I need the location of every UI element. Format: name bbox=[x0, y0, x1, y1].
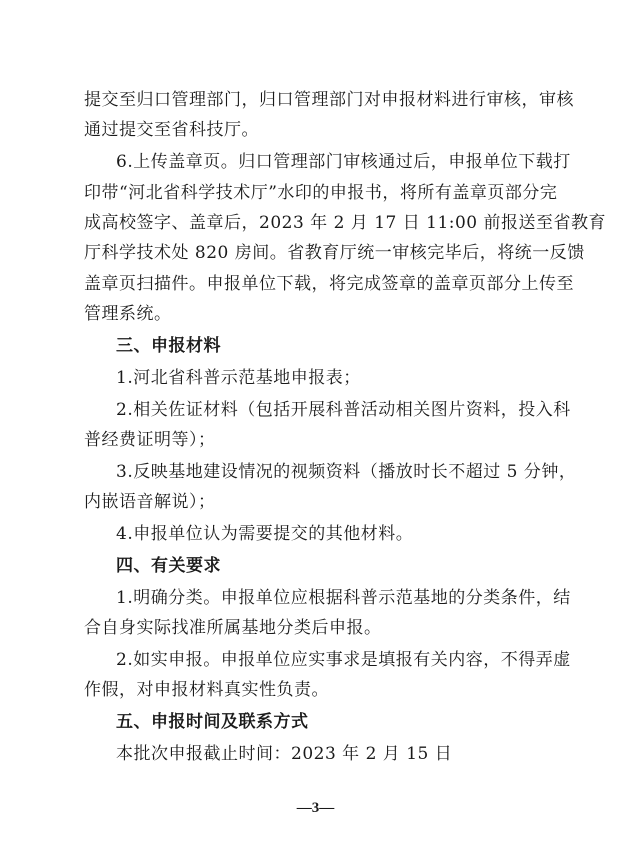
text-line: 普经费证明等）； bbox=[84, 430, 216, 450]
text-line: 管理系统。 bbox=[84, 304, 172, 324]
page-number: —3— bbox=[296, 800, 335, 816]
section-heading: 五、申报时间及联系方式 bbox=[116, 712, 309, 732]
text-line: 合自身实际找准所属基地分类后申报。 bbox=[84, 618, 382, 638]
text-line: 作假，对申报材料真实性负责。 bbox=[84, 680, 329, 700]
text-line: 2.如实申报。申报单位应实事求是填报有关内容，不得弄虚 bbox=[116, 650, 571, 670]
section-heading: 四、有关要求 bbox=[116, 556, 221, 576]
text-line: 成高校签字、盖章后，2023 年 2 月 17 日 11:00 前报送至省教育 bbox=[84, 213, 607, 233]
text-line: 1.明确分类。申报单位应根据科普示范基地的分类条件，结 bbox=[116, 588, 571, 608]
text-line: 印带“河北省科学技术厅”水印的申报书，将所有盖章页部分完 bbox=[84, 183, 558, 203]
text-line: 内嵌语音解说）； bbox=[84, 492, 216, 512]
text-line: 提交至归口管理部门，归口管理部门对申报材料进行审核，审核 bbox=[84, 90, 574, 110]
text-line: 盖章页扫描件。申报单位下载，将完成签章的盖章页部分上传至 bbox=[84, 274, 574, 294]
text-line: 2.相关佐证材料（包括开展科普活动相关图片资料，投入科 bbox=[116, 400, 571, 420]
text-line: 本批次申报截止时间：2023 年 2 月 15 日 bbox=[116, 744, 453, 764]
text-line: 通过提交至省科技厅。 bbox=[84, 120, 259, 140]
text-line: 1.河北省科普示范基地申报表； bbox=[116, 368, 361, 388]
text-line: 4.申报单位认为需要提交的其他材料。 bbox=[116, 524, 414, 544]
text-line: 6.上传盖章页。归口管理部门审核通过后，申报单位下载打 bbox=[116, 152, 571, 172]
text-line: 厅科学技术处 820 房间。省教育厅统一审核完毕后，将统一反馈 bbox=[84, 243, 585, 263]
section-heading: 三、申报材料 bbox=[116, 336, 221, 356]
text-line: 3.反映基地建设情况的视频资料（播放时长不超过 5 分钟， bbox=[116, 462, 577, 482]
